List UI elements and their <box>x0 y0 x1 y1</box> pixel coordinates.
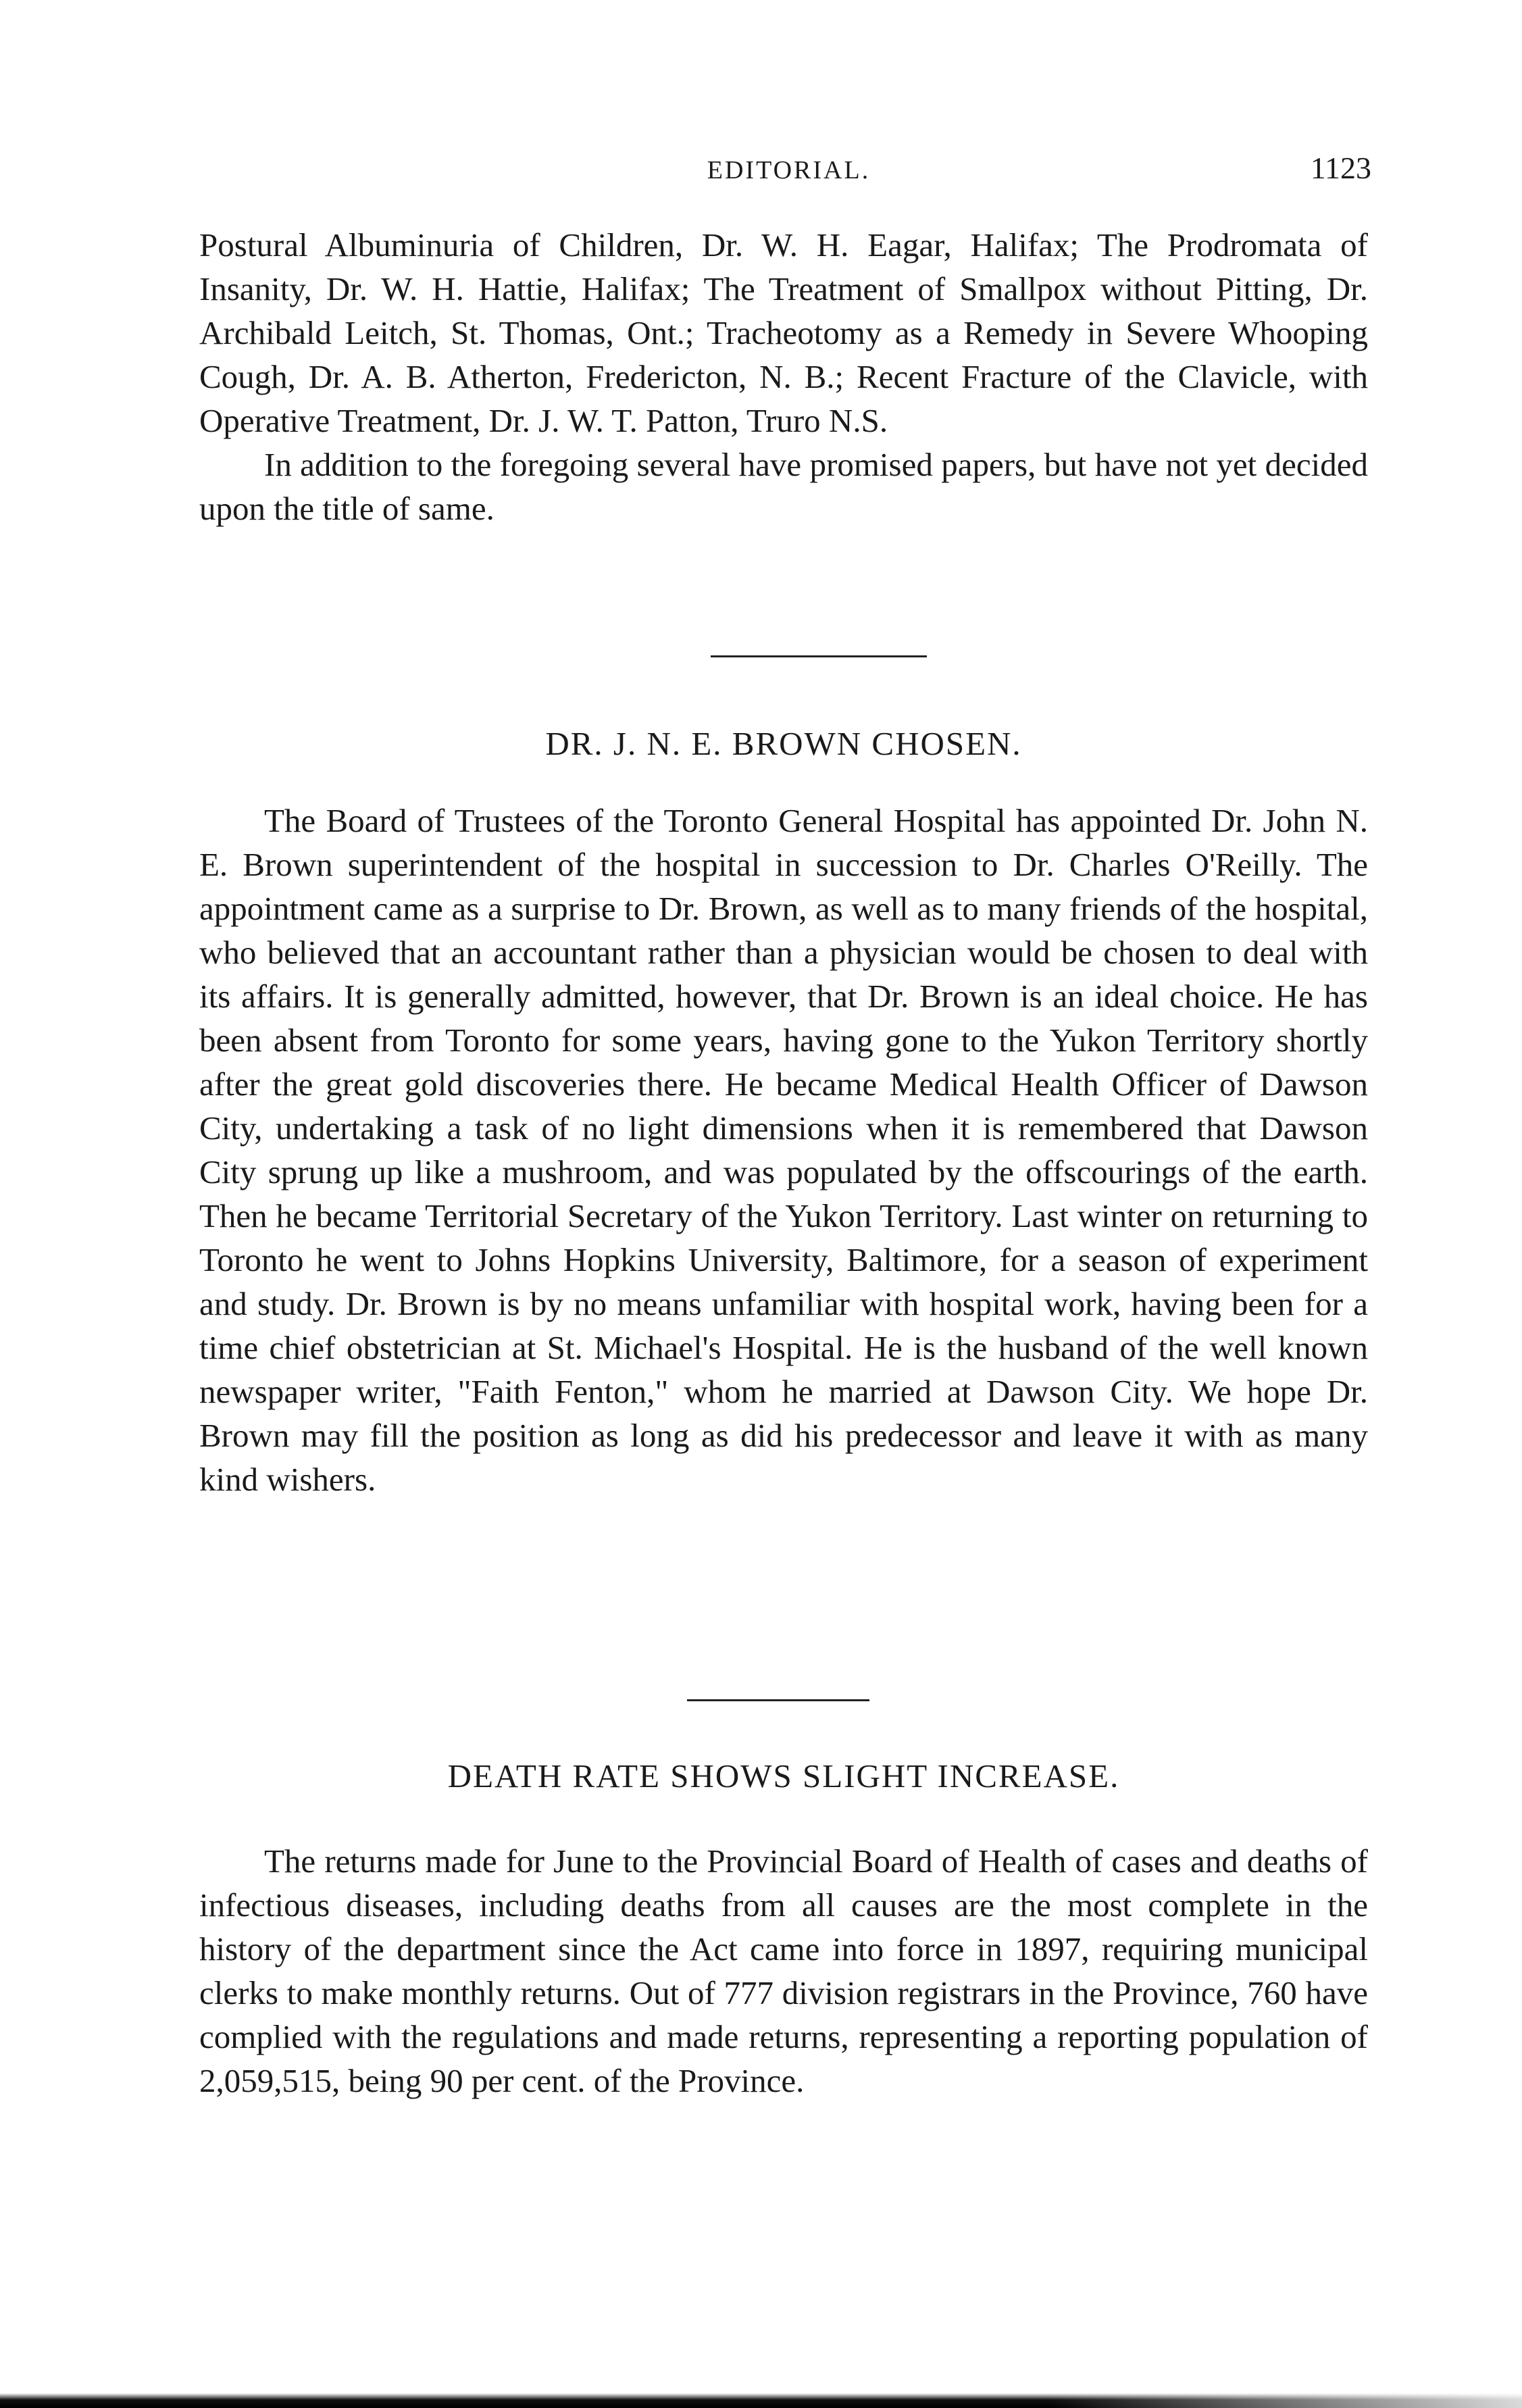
section-divider <box>687 1699 869 1701</box>
section-body <box>199 1839 1368 2103</box>
intro-text <box>199 223 1368 530</box>
section-heading: DEATH RATE SHOWS SLIGHT INCREASE. <box>447 1757 1120 1795</box>
article-paragraph: The Board of Trustees of the Toronto General Hospital has appointed Dr. John N. E. Brown superintendent of the hospital in succession to Dr. Charles O'Reilly. The appointment came as a surprise to Dr. Brown, as well as to many friends of the hospital, who believed that an accountant rather than a physician would be chosen to deal with its affairs. It is generally admitted, however, that Dr. Brown is an ideal choice. He has been absent from Toronto for some years, having gone to the Yukon Territory shortly after the great gold discoveries there. He became Medical Health Officer of Dawson City, undertaking a task of no light dimensions when it is remembered that Dawson City sprung up like a mushroom, and was populated by the offscourings of the earth. Then he became Territorial Secretary of the Yukon Territory. Last winter on returning to Toronto he went to Johns Hopkins University, Baltimore, for a season of experiment and study. Dr. Brown is by no means unfamiliar with hospital work, having been for a time chief obstetrician at St. Michael's Hospital. He is the husband of the well known newspaper writer, "Faith Fenton," whom he married at Dawson City. We hope Dr. Brown may fill the position as long as did his predecessor and leave it with as many kind wishers. <box>199 802 1368 1498</box>
page-number: 1123 <box>1310 151 1371 185</box>
section-heading: DR. J. N. E. BROWN CHOSEN. <box>545 725 1022 762</box>
scan-edge-fade <box>1049 2393 1522 2408</box>
running-head <box>199 150 1378 191</box>
running-title: EDITORIAL. <box>707 156 871 184</box>
article-paragraph: The returns made for June to the Provincial Board of Health of cases and deaths of infectious diseases, including deaths from all causes are the most complete in the history of the department since the Act came into force in 1897, requiring municipal clerks to make monthly returns. Out of 777 division registrars in the Province, 760 have complied with the regulations and made returns, representing a reporting population of 2,059,515, being 90 per cent. of the Province. <box>199 1842 1368 2099</box>
section-body <box>199 799 1368 1501</box>
section-divider <box>711 655 927 657</box>
intro-paragraph-list: Postural Albuminuria of Children, Dr. W. H. Eagar, Halifax; The Prodromata of Insanity, Dr. W. H. Hattie, Halifax; The Treatment of Smallpox without Pitting, Dr. Archibald Leitch, St. Thomas, Ont.; Tracheotomy as a Remedy in Severe Whooping Cough, Dr. A. B. Atherton, Fredericton, N. B.; Recent Fracture of the Clavicle, with Operative Treatment, Dr. J. W. T. Patton, Truro N.S. <box>199 226 1368 439</box>
intro-paragraph-note: In addition to the foregoing several have promised papers, but have not yet decided upon the title of same. <box>199 446 1368 527</box>
